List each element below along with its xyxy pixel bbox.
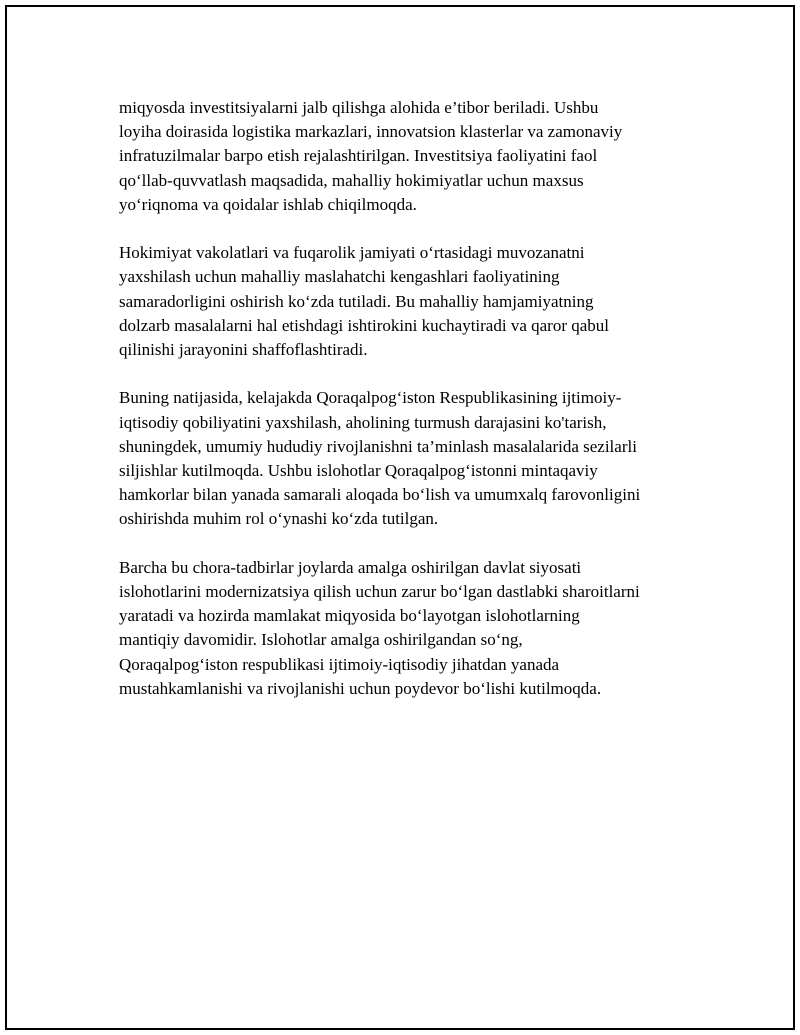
document-page bbox=[5, 5, 795, 1030]
paragraph-4: Barcha bu chora-tadbirlar joylarda amalga oshirilgan davlat siyosati islohotlarini modernizatsiya qilish uchun zarur bo‘lgan dastlabki sharoitlarni yaratadi va hozirda mamlakat miqyosida bo‘layotgan islohotlarning mantiqiy davomidir. Islohotlar amalga oshirilgandan so‘ng, Qoraqalpog‘iston respublikasi ijtimoiy-iqtisodiy jihatdan yanada mustahkamlanishi va rivojlanishi uchun poydevor bo‘lishi kutilmoqda. bbox=[119, 557, 640, 698]
document-body bbox=[119, 96, 719, 725]
paragraph-3: Buning natijasida, kelajakda Qoraqalpog‘iston Respublikasining ijtimoiy- iqtisodiy qobiliyatini yaxshilash, aholining turmush darajasini ko'tarish, shuningdek, umumiy hududiy rivojlanishni ta’minlash masalalarida sezilarli siljishlar kutilmoqda. Ushbu islohotlar Qoraqalpog‘istonni mintaqaviy hamkorlar bilan yanada samarali aloqada bo‘lish va umumxalq farovonligini oshirishda muhim rol o‘ynashi ko‘zda tutilgan. bbox=[119, 388, 641, 529]
paragraph-1: miqyosda investitsiyalarni jalb qilishga alohida e’tibor beriladi. Ushbu loyiha doirasida logistika markazlari, innovatsion klasterlar va zamonaviy infratuzilmalar barpo etish rejalashtirilgan. Investitsiya faoliyatini faol qo‘llab-quvvatlash maqsadida, mahalliy hokimiyatlar uchun maxsus yo‘riqnoma va qoidalar ishlab chiqilmoqda. bbox=[119, 98, 623, 214]
paragraph-2: Hokimiyat vakolatlari va fuqarolik jamiyati o‘rtasidagi muvozanatni yaxshilash uchun mahalliy maslahatchi kengashlari faoliyatining samaradorligini oshirish ko‘zda tutiladi. Bu mahalliy hamjamiyatning dolzarb masalalarni hal etishdagi ishtirokini kuchaytiradi va qaror qabul qilinishi jarayonini shaffoflashtiradi. bbox=[119, 243, 610, 360]
